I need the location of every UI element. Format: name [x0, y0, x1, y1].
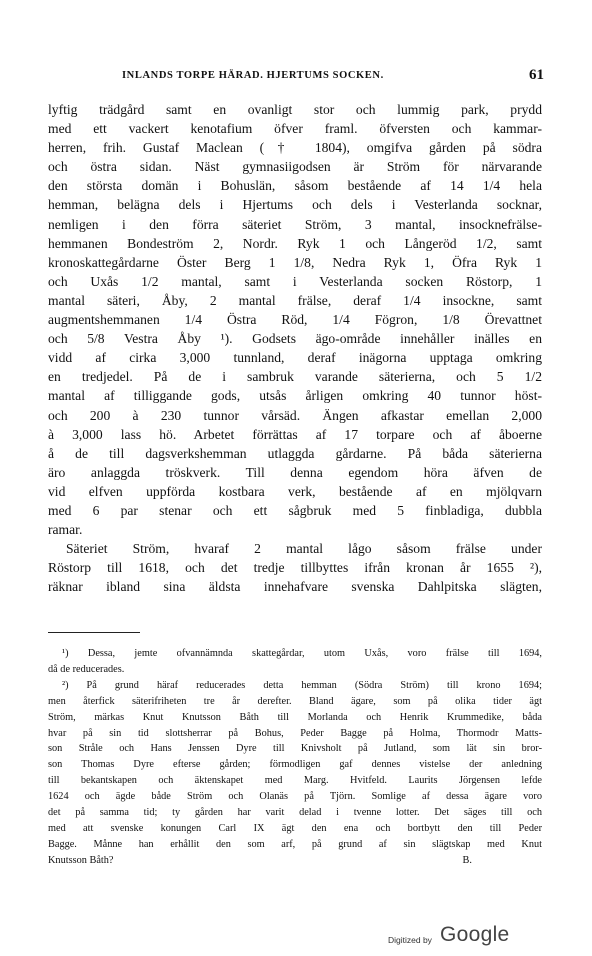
- footnote-line: ¹) Dessa, jemte ofvannämnda skattegårdar, utom Uxås, voro frälse till 1694,: [62, 648, 542, 659]
- footnote-last-line: [48, 853, 542, 869]
- body-line: en tredjedel. På de i sambruk varande säterierna, och 5 1/2: [48, 369, 542, 385]
- footnote-line: Bagge. Månne han erhållit den som arf, på grund af sin slägtskap med Knut: [48, 838, 542, 850]
- body-line: den största domän i Bohuslän, såsom bestående af 14 1/4 hela: [48, 178, 542, 194]
- body-line: hemman, belägna dels i Hjertums och dels i Vesterlanda socknar,: [48, 197, 542, 213]
- body-line: räknar ibland sina äldsta innehafvare svenska Dahlpitska slägten,: [48, 579, 542, 595]
- body-line: herren, frih. Gustaf Maclean († 1804), omgifva gården på södra: [48, 140, 542, 156]
- body-line: augmentshemmanen 1/4 Östra Röd, 1/4 Fögron, 1/8 Örevattnet: [48, 312, 542, 328]
- footnote-line: son Thomas Dyre efterse gården; förmodligen gaf dennes vistelse der anledning: [48, 759, 542, 771]
- footnote-line: till bekantskapen och äktenskapet med Marg. Hvitfeld. Laurits Jörgensen lefde: [48, 775, 542, 787]
- body-line: mantal af tilliggande gods, utsås årligen omkring 40 tunnor höst-: [48, 388, 542, 404]
- body-line: med 6 par stenar och ett sågbruk med 5 finbladiga, dubbla: [48, 502, 542, 518]
- body-line: vidd af cirka 3,000 tunnland, deraf inägorna upptaga omkring: [48, 350, 542, 366]
- body-line: hemmanen Bondeström 2, Nordr. Ryk 1 och Långeröd 1/2, samt: [48, 235, 542, 251]
- footnote-line: Knutsson Båth?: [48, 854, 114, 866]
- body-text: [48, 100, 542, 596]
- footnote-line: hvar på sin tid slottsherrar på Bohus, Peder Bagge på Holma, Thormodr Matts-: [48, 727, 542, 739]
- body-line: och 200 à 230 tunnor vårsäd. Ängen afkastar emellan 2,000: [48, 407, 542, 423]
- body-line: mantal säteri, Åby, 2 mantal frälse, deraf 1/4 insockne, samt: [48, 292, 542, 308]
- body-line: kronoskattegårdarne Öster Berg 1 1/8, Nedra Ryk 1, Öfra Ryk 1: [48, 254, 542, 270]
- footnote-line: det på samma tid; ty gården har varit delad i tvenne lotter. Det säges till och: [48, 807, 542, 819]
- body-line: å de till dagsverkshemman utlaggda gårdarne. På båda säterierna: [48, 445, 542, 461]
- footnote-line: men återfick säterifriheten tre år derefter. Bland ägare, som på olika tider ägt: [48, 695, 542, 707]
- body-line: Säteriet Ström, hvaraf 2 mantal lågo såsom frälse under: [66, 541, 542, 557]
- body-line: och 5/8 Vestra Åby ¹). Godsets ägo-område innehåller inälles en: [48, 331, 542, 347]
- body-line: vid elfven uppförda kostbara verk, bestående af en mjölqvarn: [48, 483, 542, 499]
- body-line: à 3,000 lass hö. Arbetet förrättas af 17 torpare och af åboerne: [48, 426, 542, 442]
- body-line: nemligen i den förra säteriet Ström, 3 mantal, insocknefrälse-: [48, 216, 542, 232]
- header-title: INLANDS TORPE HÄRAD. HJERTUMS SOCKEN.: [122, 70, 384, 81]
- body-line: med ett vackert kenotafium öfver framl. öfversten och kammar-: [48, 121, 542, 137]
- body-line: äro anlaggda tröskverk. Till denna egendom höra äfven de: [48, 464, 542, 480]
- body-line: ramar.: [48, 522, 83, 538]
- footnote-divider: [48, 632, 140, 633]
- footnote-line: son Stråle och Hans Jenssen Dyre till Knivsholt på Jutland, som lät sin bror-: [48, 743, 542, 755]
- digitization-watermark: [388, 925, 528, 955]
- body-line: och östra sidan. Näst gymnasiigodsen är Ström för närvarande: [48, 159, 542, 175]
- google-logo: Google: [440, 923, 510, 946]
- footnote-line: Ström, märkas Knut Knutsson Båth till Morlanda och Henrik Krummedike, båda: [48, 711, 542, 723]
- watermark-prefix: Digitized by: [388, 935, 432, 945]
- body-line: Röstorp till 1618, och det tredje tillbyttes ifrån kronan år 1655 ²),: [48, 560, 542, 576]
- footnote-line: ²) På grund häraf reducerades detta hemman (Södra Ström) till krono 1694;: [62, 679, 542, 691]
- footnote-line: 1624 och ägde både Ström och Olanäs på Tjörn. Somlige af dessa ägare voro: [48, 791, 542, 803]
- footnote-signature: B.: [462, 854, 472, 866]
- footnotes: [48, 646, 542, 869]
- footnote-line: då de reducerades.: [48, 663, 125, 675]
- footnote-line: med att svenske konungen Carl IX ägt den ena och bortbytt den till Peder: [48, 822, 542, 834]
- body-line: och Uxås 1/2 mantal, samt i Vesterlanda socken Röstorp, 1: [48, 273, 542, 289]
- body-line: lyftig trädgård samt en ovanligt stor och lummig park, prydd: [48, 102, 542, 117]
- page-number: 61: [529, 67, 544, 83]
- running-header: [52, 67, 544, 86]
